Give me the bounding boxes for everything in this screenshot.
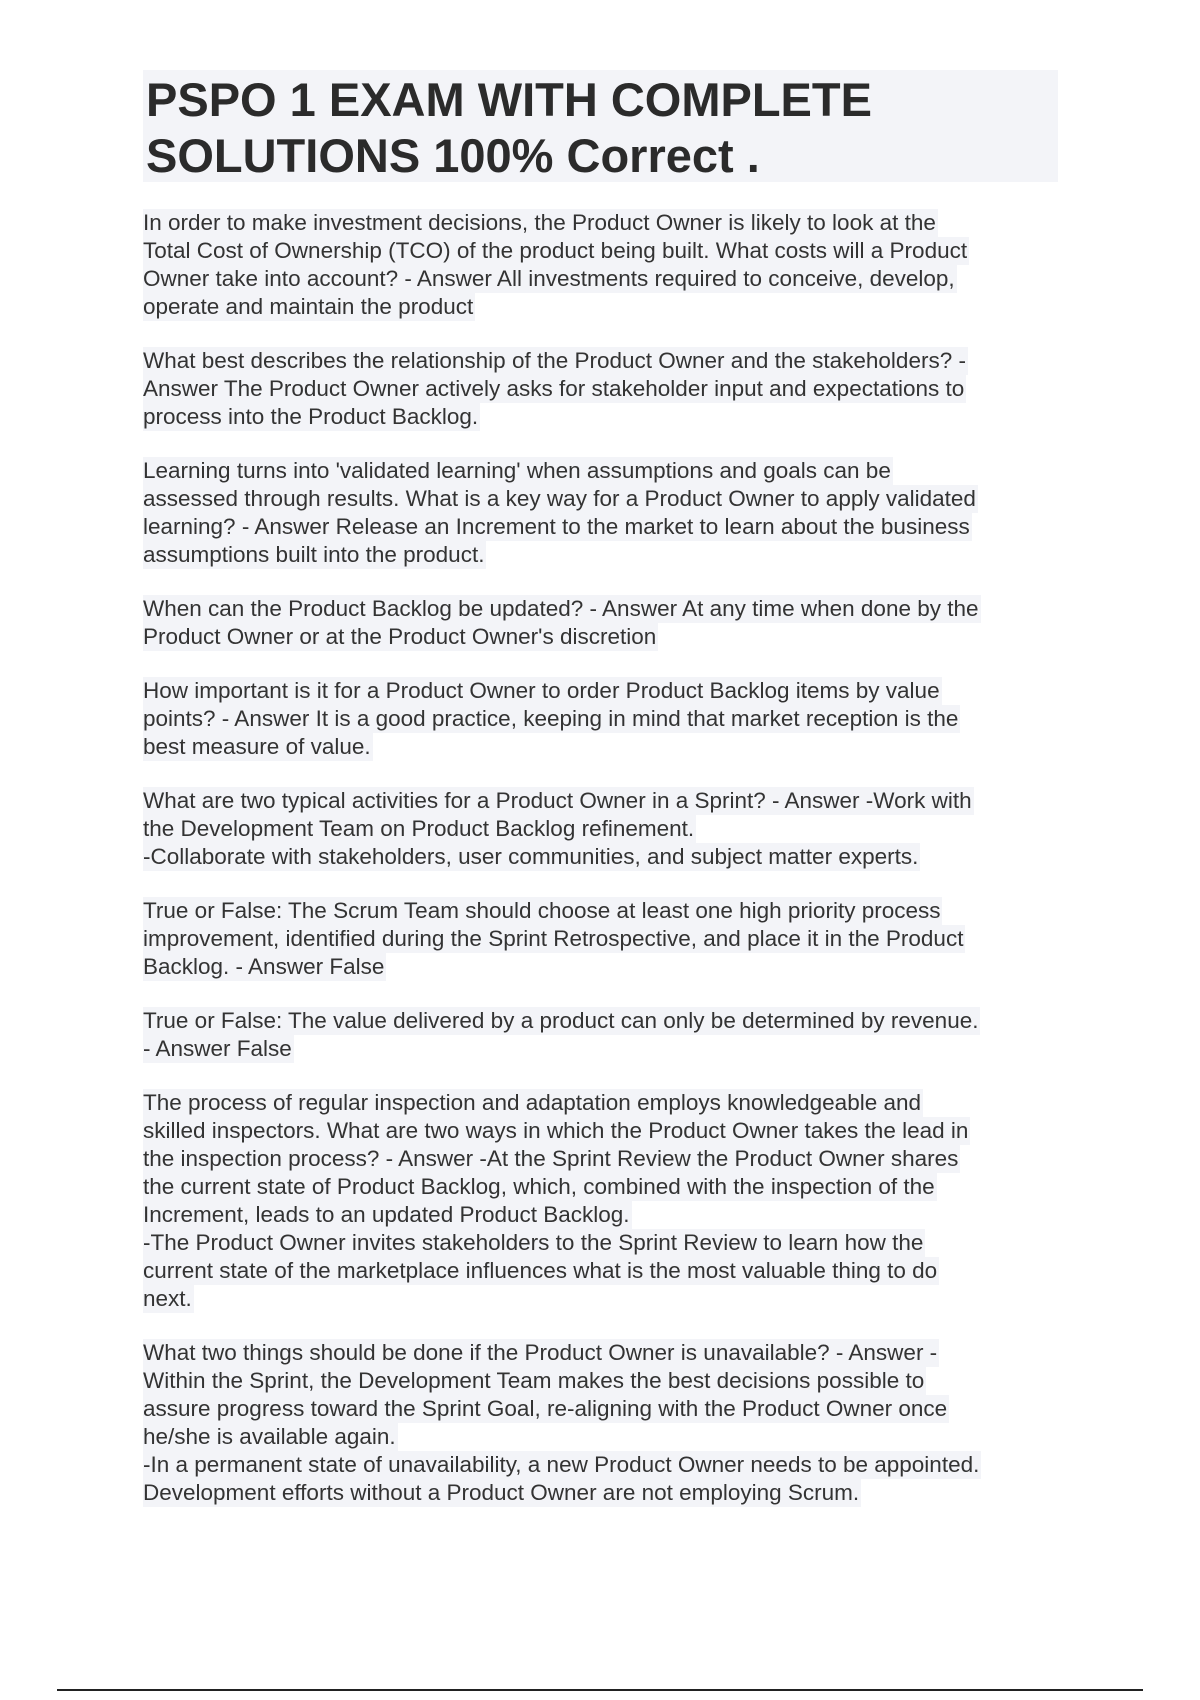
qa-line: Product Owner or at the Product Owner's discretion	[143, 624, 657, 649]
qa-list	[143, 209, 1153, 1533]
qa-line: -The Product Owner invites stakeholders to the Sprint Review to learn how the	[143, 1230, 924, 1255]
qa-line: next.	[143, 1286, 192, 1311]
qa-line: the Development Team on Product Backlog refinement.	[143, 816, 695, 841]
qa-item	[143, 787, 1153, 871]
qa-item	[143, 1339, 1153, 1507]
qa-line: assumptions built into the product.	[143, 542, 485, 567]
footer-divider	[57, 1689, 1143, 1691]
qa-item	[143, 1089, 1153, 1313]
qa-line: best measure of value.	[143, 734, 371, 759]
qa-line: the inspection process? - Answer -At the Sprint Review the Product Owner shares	[143, 1146, 959, 1171]
qa-line: the current state of Product Backlog, which, combined with the inspection of the	[143, 1174, 935, 1199]
document-title	[143, 70, 1058, 182]
qa-line: operate and maintain the product	[143, 294, 474, 319]
qa-item	[143, 897, 1153, 981]
qa-line: Answer The Product Owner actively asks for stakeholder input and expectations to	[143, 376, 965, 401]
qa-line: Learning turns into 'validated learning' when assumptions and goals can be	[143, 458, 891, 483]
qa-line: Within the Sprint, the Development Team makes the best decisions possible to	[143, 1368, 925, 1393]
title-line: SOLUTIONS 100% Correct .	[146, 129, 760, 182]
qa-line: assessed through results. What is a key way for a Product Owner to apply validated	[143, 486, 976, 511]
qa-line: - Answer False	[143, 1036, 292, 1061]
qa-line: True or False: The Scrum Team should choose at least one high priority process	[143, 898, 941, 923]
qa-line: current state of the marketplace influences what is the most valuable thing to do	[143, 1258, 938, 1283]
title-line: PSPO 1 EXAM WITH COMPLETE	[146, 73, 872, 126]
qa-line: learning? - Answer Release an Increment to the market to learn about the business	[143, 514, 970, 539]
qa-line: improvement, identified during the Sprint Retrospective, and place it in the Product	[143, 926, 964, 951]
qa-line: What two things should be done if the Product Owner is unavailable? - Answer -	[143, 1340, 938, 1365]
qa-line: he/she is available again.	[143, 1424, 396, 1449]
qa-line: Total Cost of Ownership (TCO) of the product being built. What costs will a Product	[143, 238, 968, 263]
qa-item	[143, 209, 1153, 321]
qa-line: What are two typical activities for a Product Owner in a Sprint? - Answer -Work with	[143, 788, 972, 813]
qa-line: When can the Product Backlog be updated? - Answer At any time when done by the	[143, 596, 979, 621]
qa-line: skilled inspectors. What are two ways in which the Product Owner takes the lead in	[143, 1118, 969, 1143]
qa-line: What best describes the relationship of the Product Owner and the stakeholders? -	[143, 348, 966, 373]
qa-line: Backlog. - Answer False	[143, 954, 385, 979]
qa-line: How important is it for a Product Owner to order Product Backlog items by value	[143, 678, 940, 703]
qa-line: -Collaborate with stakeholders, user communities, and subject matter experts.	[143, 844, 919, 869]
qa-line: process into the Product Backlog.	[143, 404, 479, 429]
qa-line: In order to make investment decisions, the Product Owner is likely to look at the	[143, 210, 936, 235]
qa-line: Increment, leads to an updated Product Backlog.	[143, 1202, 630, 1227]
qa-item	[143, 677, 1153, 761]
qa-line: -In a permanent state of unavailability, a new Product Owner needs to be appointed.	[143, 1452, 980, 1477]
qa-item	[143, 1007, 1153, 1063]
qa-item	[143, 457, 1153, 569]
qa-line: The process of regular inspection and adaptation employs knowledgeable and	[143, 1090, 922, 1115]
qa-line: assure progress toward the Sprint Goal, re-aligning with the Product Owner once	[143, 1396, 948, 1421]
qa-line: points? - Answer It is a good practice, keeping in mind that market reception is the	[143, 706, 959, 731]
qa-line: Development efforts without a Product Owner are not employing Scrum.	[143, 1480, 860, 1505]
qa-line: True or False: The value delivered by a product can only be determined by revenue.	[143, 1008, 979, 1033]
qa-item	[143, 595, 1153, 651]
qa-item	[143, 347, 1153, 431]
qa-line: Owner take into account? - Answer All investments required to conceive, develop,	[143, 266, 955, 291]
